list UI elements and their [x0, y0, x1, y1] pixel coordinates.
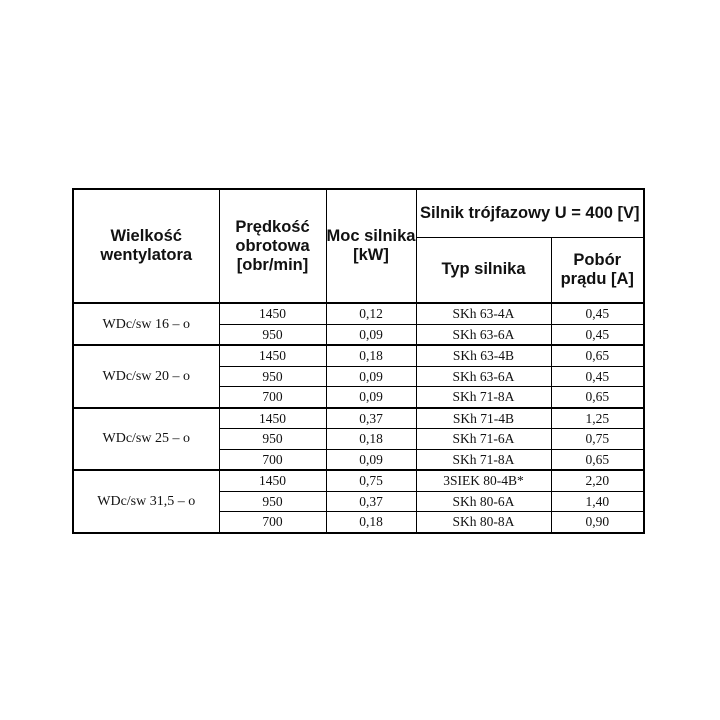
cell-current: 0,45 — [551, 324, 644, 345]
cell-speed: 1450 — [219, 470, 326, 491]
cell-motor-type: SKh 80-8A — [416, 512, 551, 533]
table-body — [73, 303, 644, 533]
cell-current: 1,25 — [551, 408, 644, 429]
cell-power: 0,18 — [326, 512, 416, 533]
table-row — [73, 408, 644, 429]
cell-fan-size: WDc/sw 31,5 – o — [73, 470, 219, 533]
cell-motor-type: SKh 63-6A — [416, 324, 551, 345]
cell-current: 0,45 — [551, 303, 644, 324]
motor-spec-table — [72, 188, 645, 534]
cell-power: 0,18 — [326, 345, 416, 366]
cell-speed: 950 — [219, 429, 326, 450]
header-power: Moc silnika [kW] — [326, 189, 416, 303]
table-row — [73, 303, 644, 324]
cell-speed: 950 — [219, 491, 326, 512]
header-speed: Prędkość obrotowa [obr/min] — [219, 189, 326, 303]
table-row — [73, 345, 644, 366]
cell-motor-type: SKh 71-6A — [416, 429, 551, 450]
table-header — [73, 189, 644, 303]
cell-fan-size: WDc/sw 16 – o — [73, 303, 219, 345]
cell-speed: 950 — [219, 324, 326, 345]
cell-speed: 1450 — [219, 303, 326, 324]
cell-current: 1,40 — [551, 491, 644, 512]
cell-current: 2,20 — [551, 470, 644, 491]
cell-power: 0,37 — [326, 491, 416, 512]
cell-speed: 950 — [219, 366, 326, 387]
cell-motor-type: SKh 80-6A — [416, 491, 551, 512]
header-motor-type: Typ silnika — [416, 237, 551, 303]
cell-motor-type: SKh 63-4B — [416, 345, 551, 366]
cell-motor-type: 3SIEK 80-4B* — [416, 470, 551, 491]
cell-power: 0,09 — [326, 387, 416, 408]
cell-power: 0,09 — [326, 449, 416, 470]
cell-power: 0,09 — [326, 366, 416, 387]
cell-current: 0,90 — [551, 512, 644, 533]
cell-current: 0,75 — [551, 429, 644, 450]
cell-motor-type: SKh 71-8A — [416, 449, 551, 470]
header-fan-size: Wielkość wentylatora — [73, 189, 219, 303]
cell-power: 0,75 — [326, 470, 416, 491]
cell-current: 0,45 — [551, 366, 644, 387]
cell-speed: 700 — [219, 387, 326, 408]
cell-current: 0,65 — [551, 345, 644, 366]
cell-current: 0,65 — [551, 449, 644, 470]
cell-speed: 700 — [219, 512, 326, 533]
cell-fan-size: WDc/sw 25 – o — [73, 408, 219, 471]
cell-speed: 700 — [219, 449, 326, 470]
cell-speed: 1450 — [219, 345, 326, 366]
cell-power: 0,37 — [326, 408, 416, 429]
cell-motor-type: SKh 63-6A — [416, 366, 551, 387]
cell-motor-type: SKh 71-8A — [416, 387, 551, 408]
header-current: Pobór prądu [A] — [551, 237, 644, 303]
cell-motor-type: SKh 63-4A — [416, 303, 551, 324]
motor-spec-table-wrapper — [72, 188, 645, 534]
header-motor-group: Silnik trójfazowy U = 400 [V] — [416, 189, 644, 237]
cell-power: 0,12 — [326, 303, 416, 324]
cell-speed: 1450 — [219, 408, 326, 429]
cell-power: 0,09 — [326, 324, 416, 345]
cell-power: 0,18 — [326, 429, 416, 450]
cell-motor-type: SKh 71-4B — [416, 408, 551, 429]
table-row — [73, 470, 644, 491]
cell-current: 0,65 — [551, 387, 644, 408]
cell-fan-size: WDc/sw 20 – o — [73, 345, 219, 408]
